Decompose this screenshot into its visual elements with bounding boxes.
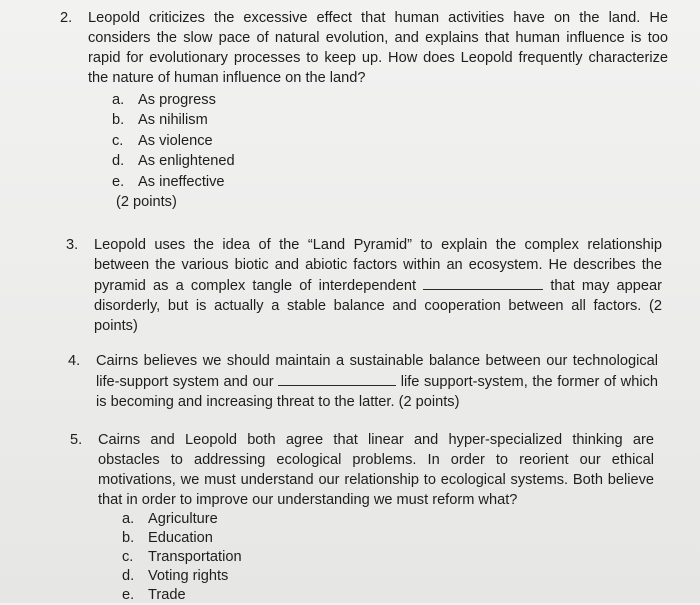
question-5 <box>70 430 654 605</box>
option-letter: c. <box>112 132 124 149</box>
option-c[interactable] <box>112 131 668 151</box>
option-b[interactable] <box>112 110 668 130</box>
option-text: As nihilism <box>138 112 208 129</box>
option-text: As ineffective <box>138 173 225 190</box>
question-text-before-blank: Leopold uses the idea of the “Land Pyramid” to explain the complex relationship between the various biotic and abiotic factors within an ecosystem. He describes the pyramid as a complex tangle of interdependent <box>94 237 662 294</box>
question-number: 4. <box>68 353 81 369</box>
option-d[interactable] <box>112 151 668 171</box>
option-letter: c. <box>122 549 134 565</box>
option-text: As progress <box>138 92 216 108</box>
option-letter: a. <box>112 92 125 108</box>
points-label: (2 points) <box>116 193 177 210</box>
answer-options <box>112 90 668 192</box>
option-letter: b. <box>112 112 125 129</box>
option-e[interactable] <box>112 172 668 192</box>
option-text: Agriculture <box>148 511 218 527</box>
question-text <box>94 235 662 336</box>
option-text: Transportation <box>148 549 242 565</box>
option-letter: e. <box>112 173 125 190</box>
question-text <box>96 351 658 412</box>
question-number: 3. <box>66 237 79 253</box>
question-text-after-blank: that may appear disorderly, but is actually a stable balance and cooperation between all factors. (2 points) <box>94 278 662 334</box>
question-text-before-blank: Cairns believes we should maintain a sustainable balance between our technological life-support system and our <box>96 353 658 390</box>
fill-in-blank[interactable] <box>423 275 543 290</box>
question-number: 5. <box>70 432 83 448</box>
option-b[interactable] <box>122 529 654 548</box>
option-text: Voting rights <box>148 568 229 584</box>
option-text: As violence <box>138 132 213 149</box>
question-4 <box>68 351 658 412</box>
question-text: Leopold criticizes the excessive effect that human activities have on the land. He considers the slow pace of natural evolution, and explains that human influence is too rapid for evolutionary processes to keep up. How does Leopold frequently characterize the nature of human influence on the land? <box>88 10 668 86</box>
option-text: Education <box>148 530 213 546</box>
question-2 <box>60 8 668 212</box>
option-a[interactable] <box>112 90 668 110</box>
option-letter: d. <box>122 568 135 584</box>
option-a[interactable] <box>122 510 654 529</box>
question-3 <box>66 235 662 336</box>
option-text: As enlightened <box>138 153 235 170</box>
answer-options <box>122 510 654 605</box>
option-e[interactable] <box>122 586 654 605</box>
question-text-after-blank: life support-system, the former of which is becoming and increasing threat to the latter. (2 points) <box>96 374 658 410</box>
option-letter: a. <box>122 511 135 527</box>
question-number: 2. <box>60 10 73 26</box>
option-c[interactable] <box>122 548 654 567</box>
option-letter: b. <box>122 530 135 546</box>
option-text: Trade <box>148 587 186 603</box>
question-text: Cairns and Leopold both agree that linear and hyper-specialized thinking are obstacles to addressing ecological problems. In order to reorient our ethical motivations, we must understand our relationship to ecological systems. Both believe that in order to improve our understanding we must reform what? <box>98 432 654 508</box>
option-d[interactable] <box>122 567 654 586</box>
option-letter: d. <box>112 153 125 170</box>
fill-in-blank[interactable] <box>278 371 396 386</box>
option-letter: e. <box>122 587 135 603</box>
